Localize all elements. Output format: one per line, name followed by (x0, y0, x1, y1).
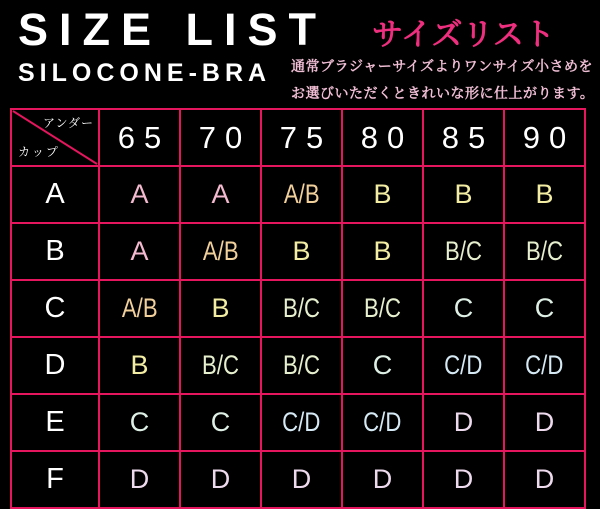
under-size-header-70: 70 (180, 109, 261, 166)
under-size-header-65: 65 (99, 109, 180, 166)
size-advice-text (291, 53, 594, 107)
cup-row-header-a: A (11, 166, 99, 223)
table-row (11, 394, 585, 451)
size-value: B (130, 350, 149, 380)
page-title-japanese: サイズリスト (372, 17, 555, 52)
size-cell (180, 223, 261, 280)
cup-row-header-f: F (11, 451, 99, 508)
size-value: A/B (283, 179, 320, 209)
size-value: D (534, 407, 555, 437)
size-value: C (453, 293, 474, 323)
cup-row-header-d: D (11, 337, 99, 394)
brand-name: SILOCONE-BRA (18, 59, 272, 87)
size-cell (261, 166, 342, 223)
corner-diagonal-container (12, 110, 98, 165)
under-size-header-80: 80 (342, 109, 423, 166)
under-size-header-90: 90 (504, 109, 585, 166)
size-cell (99, 451, 180, 508)
size-cell (180, 451, 261, 508)
size-cell (261, 337, 342, 394)
size-cell (504, 394, 585, 451)
size-value: C (372, 350, 393, 380)
size-cell (423, 394, 504, 451)
size-value: D (453, 407, 474, 437)
size-cell (342, 451, 423, 508)
table-row (11, 223, 585, 280)
size-value: D (534, 464, 555, 494)
size-cell (423, 280, 504, 337)
size-value: B (373, 236, 392, 266)
size-value: D (453, 464, 474, 494)
under-size-header-75: 75 (261, 109, 342, 166)
size-value: B/C (283, 350, 320, 380)
size-value: B (454, 179, 473, 209)
size-cell (99, 166, 180, 223)
table-row (11, 451, 585, 508)
size-cell (261, 280, 342, 337)
size-value: B (535, 179, 554, 209)
size-value: B/C (283, 293, 320, 323)
size-value: A/B (121, 293, 158, 323)
size-cell (180, 280, 261, 337)
size-cell (504, 451, 585, 508)
size-value: C (129, 407, 150, 437)
size-value: C/D (282, 407, 321, 437)
size-cell (342, 337, 423, 394)
size-cell (261, 394, 342, 451)
size-value: D (129, 464, 150, 494)
size-value: B/C (364, 293, 401, 323)
size-value: C/D (444, 350, 483, 380)
size-value: A/B (202, 236, 239, 266)
size-cell (504, 337, 585, 394)
table-row (11, 280, 585, 337)
size-value: B/C (445, 236, 482, 266)
size-cell (180, 166, 261, 223)
size-cell (342, 280, 423, 337)
cup-row-header-e: E (11, 394, 99, 451)
size-cell (99, 280, 180, 337)
table-row (11, 166, 585, 223)
size-value: B (292, 236, 311, 266)
size-value: B/C (202, 350, 239, 380)
table-row (11, 337, 585, 394)
size-cell (99, 337, 180, 394)
under-size-header-85: 85 (423, 109, 504, 166)
size-value: C/D (363, 407, 402, 437)
size-value: C (210, 407, 231, 437)
size-value: A (130, 179, 149, 209)
size-cell (180, 394, 261, 451)
page-title: SIZE LIST (18, 4, 328, 55)
size-value: A (211, 179, 230, 209)
size-cell (99, 223, 180, 280)
size-value: C (534, 293, 555, 323)
under-axis-label: アンダー (42, 116, 94, 130)
size-cell (261, 223, 342, 280)
size-cell (342, 394, 423, 451)
table-corner-cell (11, 109, 99, 166)
size-cell (423, 451, 504, 508)
size-value: B (211, 293, 230, 323)
cup-axis-label: カップ (18, 145, 60, 159)
size-value: B (373, 179, 392, 209)
cup-row-header-b: B (11, 223, 99, 280)
size-advice-line1: 通常ブラジャーサイズよりワンサイズ小さめを (291, 58, 593, 74)
cup-row-header-c: C (11, 280, 99, 337)
size-cell (504, 166, 585, 223)
size-value: C/D (525, 350, 564, 380)
size-cell (342, 166, 423, 223)
size-cell (99, 394, 180, 451)
size-value: D (210, 464, 231, 494)
size-cell (261, 451, 342, 508)
size-chart-table (10, 108, 586, 509)
size-cell (504, 280, 585, 337)
size-advice-line2: お選びいただくときれいな形に仕上がります。 (291, 85, 595, 101)
size-value: D (372, 464, 393, 494)
size-cell (180, 337, 261, 394)
size-cell (423, 223, 504, 280)
size-cell (423, 166, 504, 223)
size-value: B/C (526, 236, 563, 266)
size-value: A (130, 236, 149, 266)
size-cell (342, 223, 423, 280)
size-value: D (291, 464, 312, 494)
header-row (11, 109, 585, 166)
size-cell (504, 223, 585, 280)
size-cell (423, 337, 504, 394)
